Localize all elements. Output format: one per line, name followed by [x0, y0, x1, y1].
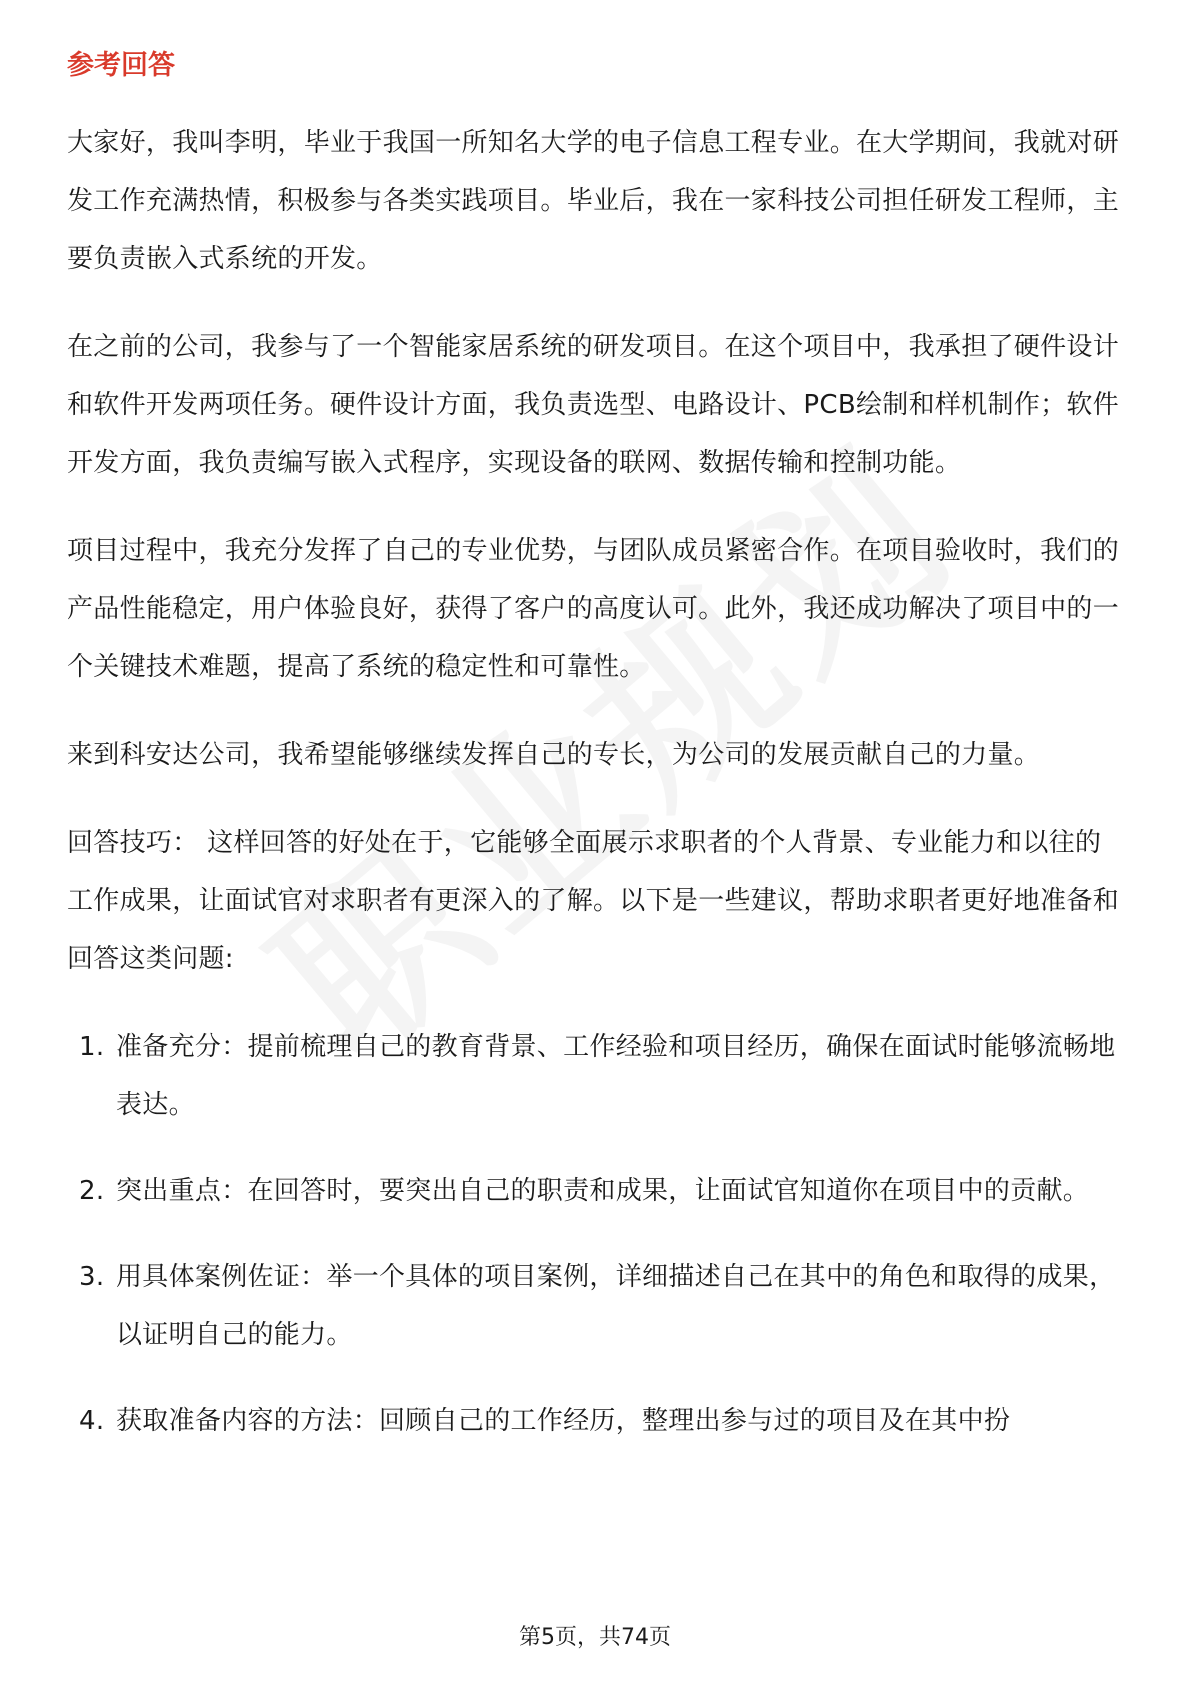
list-item — [67, 1162, 1123, 1220]
list-item-text: 用具体案例佐证：举一个具体的项目案例，详细描述自己在其中的角色和取得的成果，以证明自己的能力。 — [116, 1262, 1116, 1350]
list-item-number: 4. — [79, 1406, 105, 1436]
paragraph-intro: 大家好，我叫李明，毕业于我国一所知名大学的电子信息工程专业。在大学期间，我就对研发工作充满热情，积极参与各类实践项目。毕业后，我在一家科技公司担任研发工程师，主要负责嵌入式系统的开发。 — [67, 128, 1120, 274]
page-content — [67, 46, 1123, 1478]
list-item-text: 准备充分：提前梳理自己的教育背景、工作经验和项目经历，确保在面试时能够流畅地表达。 — [116, 1032, 1116, 1120]
list-item — [67, 1018, 1123, 1134]
list-item-number: 2. — [79, 1176, 105, 1206]
paragraph-goal: 来到科安达公司，我希望能够继续发挥自己的专长，为公司的发展贡献自己的力量。 — [67, 740, 1041, 770]
list-item-number: 3. — [79, 1262, 105, 1292]
section-heading: 参考回答 — [67, 50, 175, 81]
tips-list — [67, 1018, 1123, 1450]
list-item-text: 获取准备内容的方法：回顾自己的工作经历，整理出参与过的项目及在其中扮 — [116, 1406, 1011, 1436]
paragraph-project: 在之前的公司，我参与了一个智能家居系统的研发项目。在这个项目中，我承担了硬件设计和软件开发两项任务。硬件设计方面，我负责选型、电路设计、PCB绘制和样机制作；软件开发方面，我负责编写嵌入式程序，实现设备的联网、数据传输和控制功能。 — [67, 332, 1120, 478]
paragraph-tips-intro: 回答技巧： 这样回答的好处在于，它能够全面展示求职者的个人背景、专业能力和以往的工作成果，让面试官对求职者有更深入的了解。以下是一些建议，帮助求职者更好地准备和回答这类问题: — [67, 828, 1120, 974]
list-item — [67, 1248, 1123, 1364]
paragraph-process: 项目过程中，我充分发挥了自己的专业优势，与团队成员紧密合作。在项目验收时，我们的产品性能稳定，用户体验良好，获得了客户的高度认可。此外，我还成功解决了项目中的一个关键技术难题，提高了系统的稳定性和可靠性。 — [67, 536, 1120, 682]
list-item-number: 1. — [79, 1032, 105, 1062]
page-number-footer: 第5页，共74页 — [519, 1625, 671, 1650]
list-item-text: 突出重点：在回答时，要突出自己的职责和成果，让面试官知道你在项目中的贡献。 — [116, 1176, 1090, 1206]
list-item — [67, 1392, 1123, 1450]
